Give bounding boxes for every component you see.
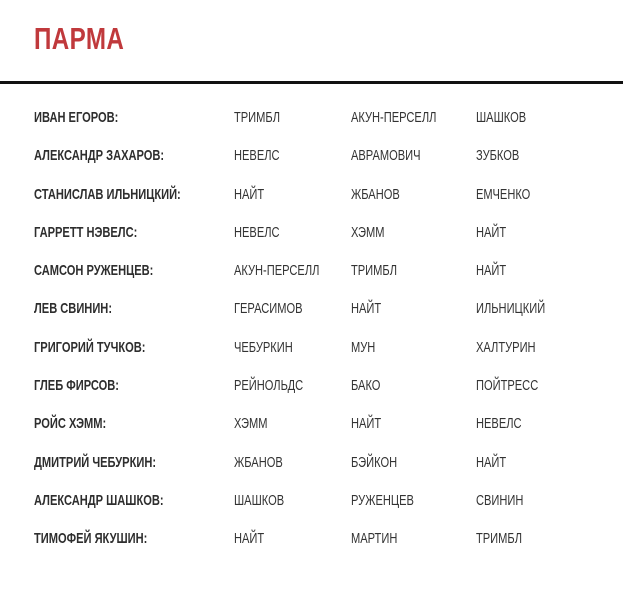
pick-first: НЕВЕЛС <box>234 147 280 165</box>
table-row <box>0 330 623 368</box>
table-row <box>0 138 623 176</box>
pick-third: ТРИМБЛ <box>476 530 522 548</box>
table-row <box>0 521 623 559</box>
pick-third: СВИНИН <box>476 491 524 509</box>
pick-first: НЕВЕЛС <box>234 223 280 241</box>
pick-first: ТРИМБЛ <box>234 109 280 126</box>
pick-second: НАЙТ <box>351 415 382 433</box>
pick-first: НАЙТ <box>234 185 265 203</box>
pick-third: ЗУБКОВ <box>476 147 520 165</box>
voter-name: РОЙС ХЭММ: <box>34 415 107 433</box>
table-row <box>0 445 623 483</box>
pick-first: АКУН-ПЕРСЕЛЛ <box>234 262 320 280</box>
pick-third: ШАШКОВ <box>476 109 527 126</box>
voter-name: ИВАН ЕГОРОВ: <box>34 109 119 126</box>
pick-third: НАЙТ <box>476 223 507 241</box>
voter-name: САМСОН РУЖЕНЦЕВ: <box>34 262 154 280</box>
votes-table <box>0 100 623 560</box>
voter-name: ТИМОФЕЙ ЯКУШИН: <box>34 530 148 548</box>
pick-second: ЖБАНОВ <box>351 185 400 203</box>
pick-first: ГЕРАСИМОВ <box>234 300 303 318</box>
pick-second: МАРТИН <box>351 530 398 548</box>
pick-first: ХЭММ <box>234 415 268 433</box>
table-row <box>0 100 623 138</box>
voter-name: ГРИГОРИЙ ТУЧКОВ: <box>34 338 146 356</box>
pick-second: ТРИМБЛ <box>351 262 397 280</box>
page-title: ПАРМА <box>34 21 125 56</box>
pick-second: БАКО <box>351 377 381 395</box>
table-row <box>0 291 623 329</box>
pick-third: ХАЛТУРИН <box>476 338 536 356</box>
pick-first: НАЙТ <box>234 530 265 548</box>
pick-second: НАЙТ <box>351 300 382 318</box>
table-row <box>0 483 623 521</box>
table-row <box>0 215 623 253</box>
page-header <box>0 0 623 84</box>
voter-name: СТАНИСЛАВ ИЛЬНИЦКИЙ: <box>34 185 181 203</box>
pick-third: ПОЙТРЕСС <box>476 377 539 395</box>
voter-name: АЛЕКСАНДР ЗАХАРОВ: <box>34 147 165 165</box>
voter-name: АЛЕКСАНДР ШАШКОВ: <box>34 491 164 509</box>
voter-name: ГАРРЕТТ НЭВЕЛС: <box>34 223 138 241</box>
pick-first: ЧЕБУРКИН <box>234 338 293 356</box>
pick-third: НЕВЕЛС <box>476 415 522 433</box>
pick-third: ЕМЧЕНКО <box>476 185 531 203</box>
pick-first: РЕЙНОЛЬДС <box>234 377 304 395</box>
pick-first: ЖБАНОВ <box>234 453 283 471</box>
pick-first: ШАШКОВ <box>234 491 285 509</box>
pick-second: АКУН-ПЕРСЕЛЛ <box>351 109 437 126</box>
voter-name: ДМИТРИЙ ЧЕБУРКИН: <box>34 453 157 471</box>
table-row <box>0 368 623 406</box>
pick-second: ХЭММ <box>351 223 385 241</box>
pick-second: АВРАМОВИЧ <box>351 147 421 165</box>
pick-second: БЭЙКОН <box>351 453 398 471</box>
header-divider <box>0 81 623 84</box>
voter-name: ГЛЕБ ФИРСОВ: <box>34 377 119 395</box>
table-row <box>0 406 623 444</box>
table-row <box>0 253 623 291</box>
table-row <box>0 177 623 215</box>
pick-third: ИЛЬНИЦКИЙ <box>476 300 546 318</box>
pick-third: НАЙТ <box>476 262 507 280</box>
pick-second: МУН <box>351 338 376 356</box>
voter-name: ЛЕВ СВИНИН: <box>34 300 113 318</box>
pick-second: РУЖЕНЦЕВ <box>351 491 414 509</box>
pick-third: НАЙТ <box>476 453 507 471</box>
